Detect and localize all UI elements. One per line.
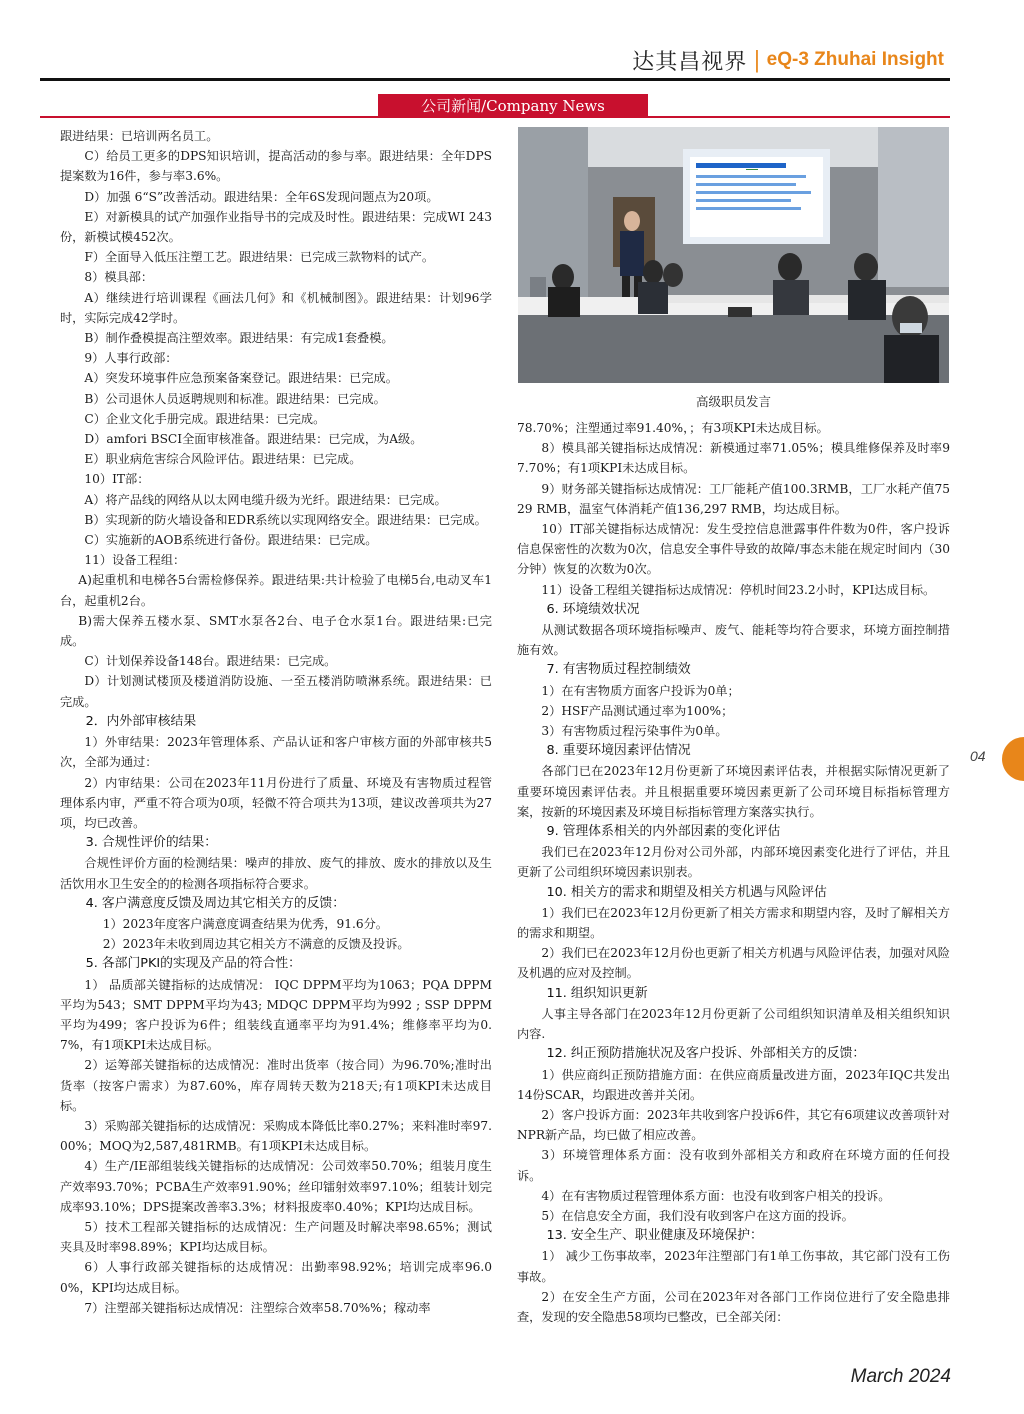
paragraph: 2）2023年未收到周边其它相关方不满意的反馈及投诉。: [102, 937, 410, 952]
paragraph: F）全面导入低压注塑工艺。跟进结果：已完成三款物料的试产。: [84, 250, 435, 265]
paragraph: 2）HSF产品测试通过率为100%；: [541, 703, 734, 718]
paragraph: B）制作叠模提高注塑效率。跟进结果：有完成1套叠模。: [84, 331, 394, 346]
issue-date: March 2024: [850, 1366, 951, 1387]
paragraph: 8）模具部关键指标达成情况：新模通过率71.05%；模具维修保养及时率97.70%；有1项KPI未达成目标。: [517, 441, 950, 476]
paragraph: 2）在安全生产方面，公司在2023年对各部门工作岗位进行了安全隐患排查，发现的安全隐患58项均已整改，已全部关闭：: [517, 1289, 950, 1324]
paragraph: 1）2023年度客户满意度调查结果为优秀，91.6分。: [102, 916, 388, 931]
photo-caption: 高级职员发言: [695, 394, 771, 409]
page-number: 04: [970, 748, 986, 764]
paragraph: A）突发环境事件应急预案备案登记。跟进结果：已完成。: [84, 371, 398, 386]
paragraph: B)需大保养五楼水泵、SMT水泵各2台、电子仓水泵1台。跟进结果:已完成。: [60, 613, 492, 649]
section-heading: 9. 管理体系相关的内外部因素的变化评估: [546, 824, 781, 840]
paragraph: 3）环境管理体系方面：没有收到外部相关方和政府在环境方面的任何投诉。: [517, 1148, 950, 1183]
paragraph: D）计划测试楼顶及楼道消防设施、一至五楼消防喷淋系统。跟进结果：已完成。: [60, 674, 492, 709]
paragraph: 9）财务部关键指标达成情况：工厂能耗产值100.3RMB，工厂水耗产值7529 RMB，温室气体消耗产值136,297 RMB，均达成目标。: [517, 481, 950, 516]
paragraph: 7）注塑部关键指标达成情况：注塑综合效率58.70%%；稼动率: [84, 1300, 431, 1315]
section-heading: 3. 合规性评价的结果：: [85, 835, 218, 851]
paragraph: B）实现新的防火墙设备和EDR系统以实现网络安全。跟进结果：已完成。: [84, 512, 487, 527]
paragraph: 4）在有害物质过程管理体系方面：也没有收到客户相关的投诉。: [541, 1188, 891, 1203]
masthead: [632, 44, 944, 76]
paragraph: 11）设备工程组关键指标达成情况：停机时间23.2小时，KPI达成目标。: [541, 582, 936, 597]
paragraph: 1）在有害物质方面客户投诉为0单；: [541, 683, 740, 698]
paragraph: 78.70%；注塑通过率91.40%，；有3项KPI未达成目标。: [517, 421, 829, 435]
paragraph: 5）技术工程部关键指标的达成情况：生产问题及时解决率98.65%；测试夹具及时率98.89%；KPI均达成目标。: [60, 1219, 492, 1255]
header-rule: [40, 78, 950, 81]
paragraph: 人事主导各部门在2023年12月份更新了公司组织知识清单及相关组织知识内容.: [517, 1006, 950, 1042]
paragraph: E）对新模具的试产加强作业指导书的完成及时性。跟进结果：完成WI 243份，新模试模452次。: [60, 209, 492, 245]
paragraph: 合规性评价方面的检测结果：噪声的排放、废气的排放、废水的排放以及生活饮用水卫生安全的的检测各项指标符合要求。: [60, 856, 492, 891]
paragraph: E）职业病危害综合风险评估。跟进结果：已完成。: [84, 452, 362, 467]
paragraph: 4）生产/IE部组装线关键指标的达成情况：公司效率50.70%；组装月度生产效率93.70%；PCBA生产效率91.90%；丝印镭射效率97.10%；组装计划完成率93.10%；DPS提案改善率3.3%；材料报废率0.40%；KPI均达成目标。: [60, 1159, 492, 1214]
paragraph: 1）外审结果：2023年管理体系、产品认证和客户审核方面的外部审核共5次，全部为通过：: [60, 735, 492, 770]
paragraph: 3）采购部关键指标的达成情况：采购成本降低比率0.27%；来料准时率97.00%；MOQ为2,587,481RMB。有1项KPI未达成目标。: [60, 1118, 492, 1154]
section-heading: 11. 组织知识更新: [546, 985, 648, 1001]
section-heading: 8. 重要环境因素评估情况: [546, 743, 691, 759]
section-heading: 5. 各部门PKI的实现及产品的符合性：: [85, 956, 301, 972]
paragraph: 9）人事行政部：: [84, 351, 178, 366]
paragraph: C）给员工更多的DPS知识培训，提高活动的参与率。跟进结果：全年DPS提案数为16件，参与率3.6%。: [60, 149, 492, 184]
left-column: [60, 126, 492, 1318]
right-column: [517, 418, 950, 1327]
paragraph: 6）人事行政部关键指标的达成情况：出勤率98.92%；培训完成率96.00%，KPI均达成目标。: [60, 1260, 492, 1295]
paragraph: 2）我们已在2023年12月份也更新了相关方机遇与风险评估表，加强对风险及机遇的应对及控制。: [517, 946, 950, 981]
paragraph: A）继续进行培训课程《画法几何》和《机械制图》。跟进结果：计划96学时，实际完成42学时。: [60, 290, 492, 325]
brand-chinese: 达其昌视界: [632, 49, 748, 75]
paragraph: 10）IT部：: [84, 472, 150, 487]
section-heading: 12. 纠正预防措施状况及客户投诉、外部相关方的反馈：: [546, 1046, 866, 1062]
paragraph: 8）模具部：: [84, 270, 154, 285]
section-heading: 6. 环境绩效状况: [546, 601, 640, 617]
paragraph: 2）内审结果：公司在2023年11月份进行了质量、环境及有害物质过程管理体系内审，严重不符合项为0项，轻微不符合项共为13项，建议改善项共为27项，均已改善。: [60, 775, 492, 830]
paragraph: 1）我们已在2023年12月份更新了相关方需求和期望内容，及时了解相关方的需求和期望。: [517, 905, 950, 941]
paragraph: 5）在信息安全方面，我们没有收到客户在这方面的投诉。: [541, 1208, 854, 1223]
paragraph: 2）运筹部关键指标的达成情况：准时出货率（按合同）为96.70%;准时出货率（按客户需求）为87.60%，库存周转天数为218天;有1项KPI未达成目标。: [60, 1058, 492, 1113]
brand-separator: |: [753, 47, 761, 73]
section-heading: 2．内外部审核结果: [85, 713, 197, 729]
paragraph: D）加强 6“S”改善活动。跟进结果：全年6S发现问题点为20项。: [84, 189, 439, 204]
page-tab-marker: [1002, 737, 1024, 781]
paragraph: B）公司退休人员返聘规则和标准。跟进结果：已完成。: [84, 391, 386, 406]
paragraph: 从测试数据各项环境指标噪声、废气、能耗等均符合要求，环境方面控制措施有效。: [517, 623, 950, 658]
paragraph: D）amfori BSCI全面审核准备。跟进结果：已完成，为A级。: [84, 432, 423, 447]
paragraph: 跟进结果：已培训两名员工。: [60, 129, 219, 143]
paragraph: 1） 品质部关键指标的达成情况： IQC DPPM平均为1063；PQA DPPM平均为543；SMT DPPM平均为43; MDQC DPPM平均为992 ; SSP DPPM平均为499；客户投诉为6件；组装线直通率平均为91.4%；维修率平均为0.7%，有1项KPI未达成目标。: [60, 977, 492, 1053]
section-heading: 10. 相关方的需求和期望及相关方机遇与风险评估: [546, 884, 827, 900]
paragraph: 2）客户投诉方面：2023年共收到客户投诉6件，其它有6项建议改善项针对NPR新产品，均已做了相应改善。: [517, 1107, 950, 1143]
section-heading: 7. 有害物质过程控制绩效: [546, 662, 691, 678]
paragraph: 10）IT部关键指标达成情况：发生受控信息泄露事件件数为0件，客户投诉信息保密性的次数为0次，信息安全事件导致的故障/事态未能在规定时间内（30分钟）恢复的次数为0次。: [517, 522, 950, 577]
paragraph: 我们已在2023年12月份对公司外部，内部环境因素变化进行了评估，并且更新了公司组织环境因素识别表。: [517, 845, 950, 880]
section-heading: 4. 客户满意度反馈及周边其它相关方的反馈：: [85, 895, 346, 911]
paragraph: C）计划保养设备148台。跟进结果：已完成。: [84, 654, 337, 669]
paragraph: A)起重机和电梯各5台需检修保养。跟进结果:共计检验了电梯5台,电动叉车1台，起重机2台。: [60, 573, 492, 608]
meeting-photo: [518, 127, 949, 383]
paragraph: C）实施新的AOB系统进行备份。跟进结果：已完成。: [84, 533, 378, 548]
paragraph: 1）供应商纠正预防措施方面：在供应商质量改进方面，2023年IQC共发出14份SCAR，均跟进改善并关闭。: [517, 1067, 950, 1102]
section-heading: 13. 安全生产、职业健康及环境保护：: [546, 1228, 763, 1244]
paragraph: 1） 减少工伤事故率，2023年注塑部门有1单工伤事故，其它部门没有工伤事故。: [517, 1249, 950, 1284]
paragraph: 3）有害物质过程污染事件为0单。: [541, 724, 728, 739]
paragraph: C）企业文化手册完成。跟进结果：已完成。: [84, 411, 326, 426]
brand-english: eQ-3 Zhuhai Insight: [766, 49, 944, 70]
meeting-photo-illustration: [518, 127, 949, 383]
paragraph: 11）设备工程组：: [84, 553, 186, 568]
paragraph: A）将产品线的网络从以太网电缆升级为光纤。跟进结果：已完成。: [84, 492, 447, 507]
paragraph: 各部门已在2023年12月份更新了环境因素评估表，并根据实际情况更新了重要环境因素评估表。并且根据重要环境因素更新了公司环境目标指标管理方案，按新的环境因素及环境目标指标管理方案落实执行。: [517, 764, 950, 819]
section-banner: 公司新闻/Company News: [378, 94, 648, 118]
